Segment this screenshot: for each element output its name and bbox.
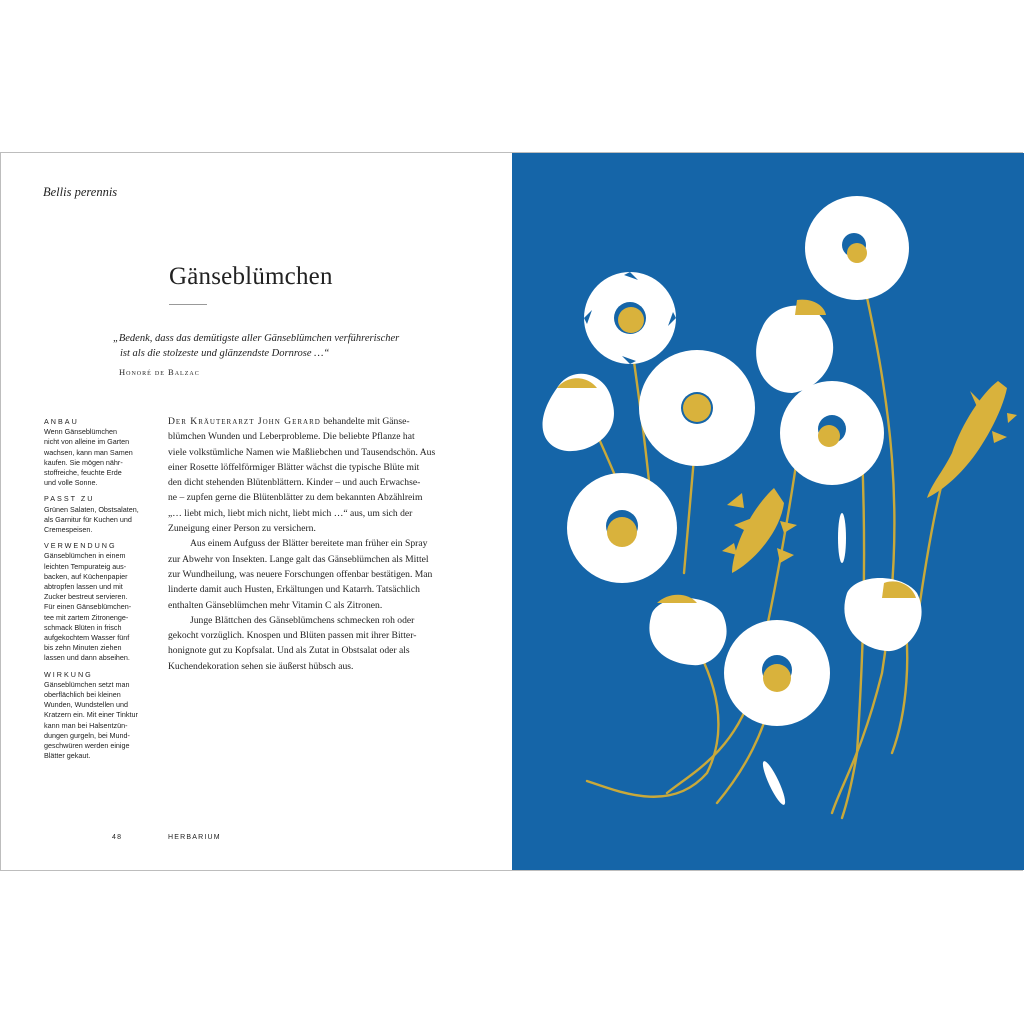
page-title: Gänseblümchen [169, 263, 333, 290]
daisy-flower [724, 620, 830, 726]
body-lead-in: Der Kräuterarzt John Gerard [168, 416, 321, 427]
daisy-flower-side [756, 306, 833, 393]
sidebar-text-passt-zu: Grünen Salaten, Obstsalaten, als Garnitur für Kuchen und Cremespeisen. [44, 504, 139, 535]
body-paragraph-1 [168, 414, 443, 536]
daisy-flower [567, 473, 677, 583]
daisy-flower [584, 272, 676, 364]
sidebar-heading-verwendung: VERWENDUNG [44, 541, 117, 551]
sidebar-text-verwendung: Gänseblümchen in einem leichten Tempurateig aus- backen, auf Küchenpapier abtropfen lassen und mit Zucker bestreut servieren. Für einen Gänseblümchen- tee mit zartem Zitronenge- schmack Blüten in frisch aufgekochtem Wasser fünf bis zehn Minuten ziehen lassen und dann abseihen. [44, 551, 132, 663]
body-text [168, 414, 443, 674]
book-spread [0, 152, 1023, 871]
sidebar-heading-wirkung: WIRKUNG [44, 669, 93, 679]
epigraph [113, 331, 399, 361]
daisy-center [657, 595, 697, 603]
daisy-flower [805, 196, 909, 300]
sidebar-text-wirkung: Gänseblümchen setzt man oberflächlich bei kleinen Wunden, Wundstellen und Kratzern ein. Mit einer Tinktur kann man bei Halsentzün- dungen gurgeln, bei Mund- geschwüren werden einige Blätter gekaut. [44, 679, 138, 761]
quote-line-2: ist als die stolzeste und glänzendste Dornrose …“ [120, 348, 330, 359]
stem [917, 483, 942, 623]
daisy-illustration [512, 153, 1024, 870]
leaf [722, 488, 797, 573]
daisy-flower [639, 350, 755, 466]
title-rule [169, 304, 207, 305]
body-paragraph-3: Junge Blättchen des Gänseblümchens schmecken roh oder gekocht vorzüglich. Knospen und Blüten passen mit ihrer Bitter- honignote gut zu Kopfsalat. Und als Zutat in Obstsalat oder als Kuchendekoration sehen sie äußerst hübsch aus. [168, 614, 417, 672]
leaf [927, 381, 1017, 498]
sidebar-heading-passt-zu: PASST ZU [44, 494, 95, 504]
text-page [1, 153, 512, 870]
body-paragraph-2: Aus einem Aufguss der Blätter bereitete man früher ein Spray zur Abwehr von Insekten. Lange galt das Gänseblümchen als Mittel zur Wundheilung, was neuere Forschungen offenbar bestätigen. Man linderte damit auch Husten, Erkältungen und Katarrh. Tatsächlich enthalten Gänseblümchen mehr Vitamin C als Zitronen. [168, 538, 433, 611]
sidebar-heading-anbau: ANBAU [44, 417, 79, 426]
sidebar-text-anbau: Wenn Gänseblümchen nicht von alleine im Garten wachsen, kann man Samen kaufen. Sie mögen nähr- stoffreiche, feuchte Erde und volle Sonne. [44, 427, 133, 488]
daisy-center [795, 300, 826, 315]
daisy-flower-side [649, 598, 726, 665]
petal [838, 513, 846, 563]
daisy-flower [780, 381, 884, 485]
quote-line-1: „Bedenk, dass das demütigste aller Gänseblümchen verführerischer [113, 333, 400, 344]
page-number: 48 [112, 834, 123, 841]
quote-author: Honoré de Balzac [119, 367, 200, 377]
illustration-svg [512, 153, 1024, 870]
body-paragraph-1-text: behandelte mit Gänse- blümchen Wunden und Leberprobleme. Die beliebte Pflanze hat viele volkstümliche Namen wie Maßliebchen und Tausendschön. Aus einer Rosette löffelförmiger Blätter wächst die typische Blüte mit den dicht stehenden Blütenblättern. Kinder – und auch Erwachse- ne – zupfen gerne die Blütenblätter zu dem bekannten Abzählreim „… liebt mich, liebt mich nicht, liebt mich …“ aus, um sich der Zuneigung einer Person zu versichern. [168, 416, 436, 535]
sidebar [44, 417, 152, 768]
daisy-flowers [543, 196, 922, 726]
running-head: HERBARIUM [168, 834, 221, 841]
petal [759, 759, 788, 807]
daisy-center [882, 581, 916, 598]
latin-name: Bellis perennis [43, 185, 118, 199]
